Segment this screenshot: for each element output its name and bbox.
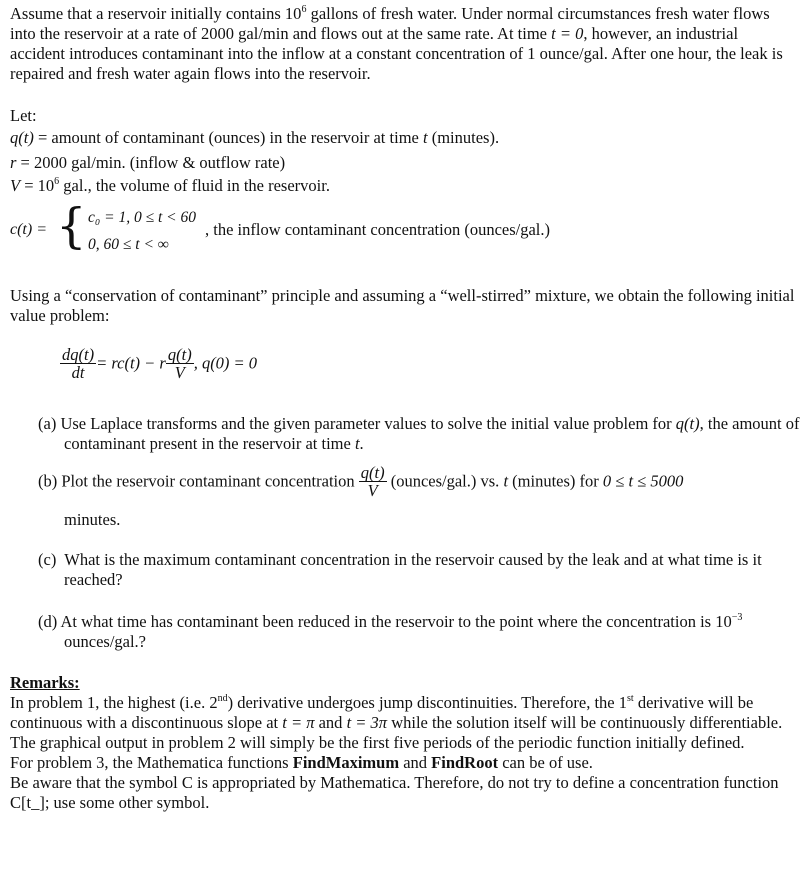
remarks-line-1b: ) derivative undergoes jump discontinuities. Therefore, the 1 (227, 693, 628, 712)
remarks-line-3b: can be of use. (498, 753, 593, 772)
remarks-heading: Remarks: (10, 673, 80, 692)
v-exponent: 6 (54, 176, 60, 187)
intro-t-equals-zero: t = 0 (551, 24, 584, 43)
remarks-and: and (314, 713, 347, 732)
c-case-2: 0, 60 ≤ t < ∞ (88, 236, 169, 253)
q-unit-text: (minutes). (427, 128, 500, 147)
q-definition-text: = amount of contaminant (ounces) in the reservoir at time (33, 128, 423, 147)
remarks-line-1a: In problem 1, the highest (i.e. 2 (10, 693, 218, 712)
dt-denominator: dt (71, 363, 85, 382)
question-a-end: . (359, 434, 364, 453)
v-denominator: V (174, 363, 185, 382)
question-b-label: (b) (38, 471, 58, 491)
remarks-t-3pi: t = 3π (346, 713, 388, 732)
question-b-numerator: q(t) (360, 463, 385, 482)
question-b-text-2: (ounces/gal.) vs. (386, 471, 504, 491)
c-lhs: c(t) = (10, 221, 47, 238)
intro-paragraph (10, 4, 795, 84)
remarks-st: st (627, 693, 634, 704)
remarks-line-3 (10, 753, 795, 773)
question-d-text-2: ounces/gal.? (64, 632, 147, 651)
r-definition-text: = 2000 gal/min. (inflow & outflow rate) (16, 153, 286, 172)
question-a-t: t (354, 434, 360, 453)
c-case-1: c₀ = 1, 0 ≤ t < 60 (88, 209, 197, 226)
question-b-text-1: Plot the reservoir contaminant concentration (61, 471, 359, 491)
question-b-denominator: V (367, 481, 378, 500)
question-a-text-2: , the amount of contaminant present in the reservoir at time (64, 414, 800, 453)
q-numerator: q(t) (167, 345, 192, 364)
question-a-text-1: Use Laplace transforms and the given parameter values to solve the initial value problem for (60, 414, 676, 433)
q-t-symbol: t (422, 128, 428, 147)
remarks-line-1d: while the solution itself will be continuously differentiable. (387, 713, 783, 732)
question-d-label: (d) (38, 612, 58, 631)
v-text-2: gal., the volume of fluid in the reservoir. (59, 176, 330, 195)
remarks-line-3-and: and (399, 753, 432, 772)
let-heading: Let: (10, 106, 37, 125)
conservation-paragraph: Using a “conservation of contaminant” principle and assuming a “well-stirred” mixture, we obtain the following initial value problem: (10, 286, 795, 325)
question-c-label: (c) (38, 550, 57, 569)
v-symbol: V (10, 176, 21, 195)
question-c-text: What is the maximum contaminant concentration in the reservoir caused by the leak and at what time is it reached? (64, 550, 762, 589)
question-b-range: 0 ≤ t ≤ 5000 (602, 471, 684, 491)
let-r-definition (10, 153, 795, 173)
q-symbol: q(t) (10, 128, 34, 147)
q-over-v-fraction (166, 346, 194, 381)
remarks-line-4: Be aware that the symbol C is appropriated by Mathematica. Therefore, do not try to define a concentration function C[t_]; use some other symbol. (10, 773, 779, 812)
intro-text-1: Assume that a reservoir initially contains 10 (10, 4, 302, 23)
question-b-minutes: minutes. (64, 510, 121, 529)
question-a-label: (a) (38, 414, 57, 433)
remarks-section (10, 673, 795, 813)
r-symbol: r (10, 153, 17, 172)
question-d (38, 612, 808, 652)
initial-condition: , q(0) = 0 (193, 353, 258, 373)
intro-exponent: 6 (301, 4, 307, 15)
remarks-nd: nd (217, 693, 228, 704)
remarks-line-1 (10, 693, 795, 733)
intro-text-2: gallons of fresh water. Under normal circumstances fresh water flows into the reservoir at a rate of 2000 gal/min and flows out at the same rate. At time (10, 4, 770, 43)
find-maximum-label: FindMaximum (292, 753, 400, 772)
let-v-definition (10, 176, 795, 196)
remarks-line-2: The graphical output in problem 2 will simply be the first five periods of the periodic function initially defined. (10, 733, 745, 752)
question-c (38, 550, 808, 590)
question-a (38, 414, 808, 454)
question-d-exponent: −3 (731, 612, 743, 623)
dq-dt-fraction (60, 346, 96, 381)
question-b-text-3: (minutes) for (508, 471, 603, 491)
intro-text-3: , however, an industrial accident introduces contaminant into the inflow at a constant concentration of 1 ounce/gal. After one hour, the leak is repaired and fresh water again flows into the reservoir. (10, 24, 783, 83)
left-brace-icon: { (56, 198, 87, 254)
initial-value-equation (60, 346, 257, 381)
v-text-1: = 10 (20, 176, 55, 195)
remarks-line-3a: For problem 3, the Mathematica functions (10, 753, 293, 772)
find-root-label: FindRoot (431, 753, 499, 772)
dq-numerator: dq(t) (62, 345, 95, 364)
remarks-line-1c: derivative will be continuous with a discontinuous slope at (10, 693, 754, 732)
question-b-fraction (359, 464, 387, 499)
let-q-definition (10, 128, 795, 148)
question-d-text-1: At what time has contaminant been reduced in the reservoir to the point where the concentration is 10 (60, 612, 732, 631)
question-b-t: t (503, 471, 509, 491)
question-a-q: q(t) (675, 414, 700, 433)
remarks-t-pi: t = π (282, 713, 315, 732)
equation-middle: = rc(t) − r (96, 353, 166, 373)
c-description: , the inflow contaminant concentration (ounces/gal.) (205, 220, 551, 239)
question-b (38, 464, 788, 499)
